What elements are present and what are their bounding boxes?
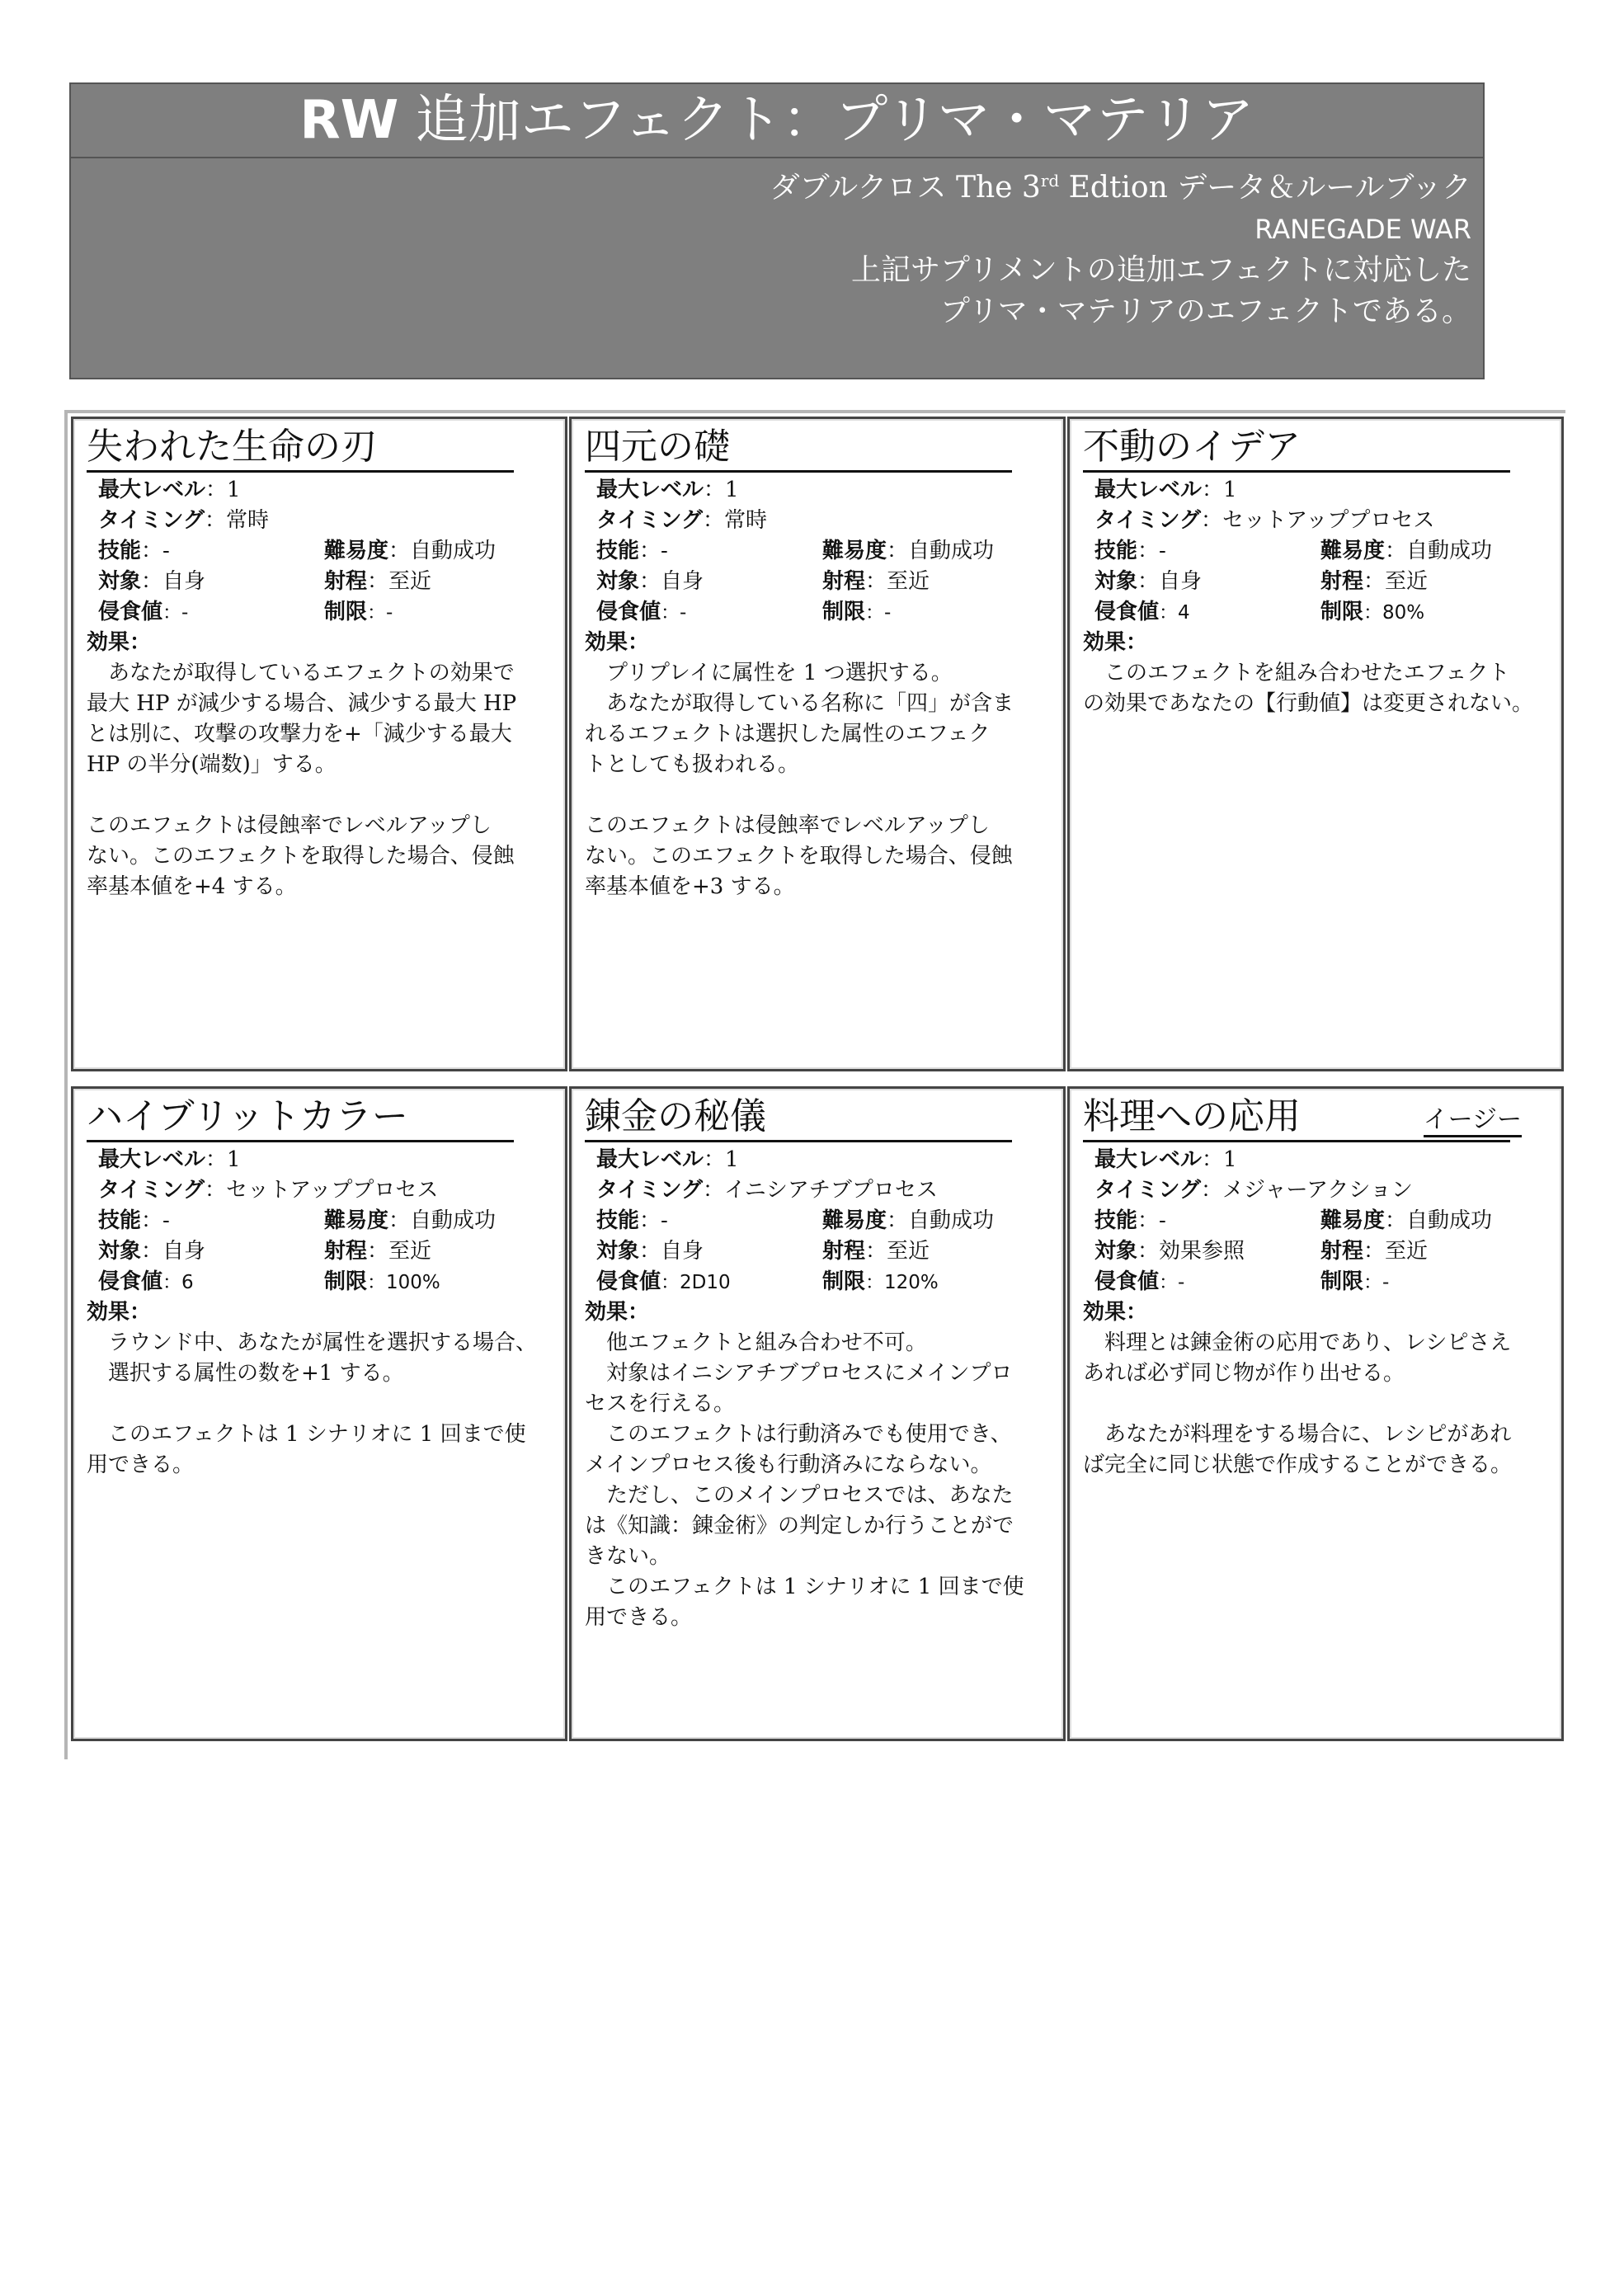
range-value: ：至近: [367, 569, 432, 594]
effect-text: [1083, 658, 1550, 719]
timing-label: タイミング: [596, 508, 703, 533]
stat-row: [1094, 567, 1550, 597]
limit-value: ：-: [865, 602, 892, 624]
stat-row: [98, 1175, 553, 1206]
effect-line: このエフェクトは行動済みでも使用でき、: [585, 1422, 1012, 1447]
difficulty-cell: [822, 1206, 994, 1236]
effect-line: あなたが取得している名称に「四」が含ま: [585, 691, 1014, 716]
limit-label: 制限: [1320, 1269, 1364, 1294]
card-header: [585, 424, 1052, 473]
max-level-value: ：1: [205, 478, 241, 502]
effect-card: [1067, 417, 1564, 1071]
effect-line: プリプレイに属性を 1 つ選択する。: [585, 661, 953, 685]
limit-cell: [822, 597, 891, 629]
limit-label: 制限: [822, 1269, 866, 1294]
stat-row: [98, 1267, 553, 1297]
effect-line: あなたが料理をする場合に、レシピがあれ: [1083, 1422, 1512, 1447]
stat-row: [98, 597, 553, 628]
skill-label: 技能: [596, 539, 640, 563]
effect-line: の効果であなたの【行動値】は変更されない。: [1083, 691, 1534, 716]
effect-label: 効果：: [87, 630, 152, 655]
limit-value: ：120%: [865, 1272, 939, 1293]
limit-label: 制限: [822, 600, 866, 624]
encroach-label: 侵食値: [596, 600, 661, 624]
timing-label: タイミング: [596, 1178, 703, 1203]
skill-value: ：-: [639, 1208, 668, 1233]
encroach-value: ：6: [162, 1272, 194, 1293]
skill-label: 技能: [1094, 539, 1138, 563]
stat-row: [98, 536, 553, 567]
target-value: ：効果参照: [1137, 1239, 1245, 1264]
limit-value: ：-: [1363, 1272, 1390, 1293]
effect-card-grid: [64, 410, 1565, 1759]
effect-line: れるエフェクトは選択した属性のエフェク: [585, 722, 991, 746]
effect-stats: [585, 1145, 1052, 1297]
card-header: [585, 1094, 1052, 1143]
range-label: 射程: [324, 1239, 368, 1264]
effect-text: [87, 658, 553, 902]
limit-cell: [1320, 597, 1424, 629]
encroach-value: ：-: [162, 602, 189, 624]
encroach-label: 侵食値: [1094, 600, 1160, 624]
target-label: 対象: [1094, 1239, 1138, 1264]
skill-value: ：-: [1137, 1208, 1166, 1233]
difficulty-value: ：自動成功: [887, 539, 995, 563]
range-label: 射程: [822, 569, 866, 594]
effect-line: 対象はイニシアチブプロセスにメインプロ: [585, 1361, 1013, 1386]
subtitle-line-1-pre: ダブルクロス The 3: [770, 171, 1041, 205]
effect-line: このエフェクトは侵蝕率でレベルアップし: [585, 813, 990, 838]
stat-row: [98, 1236, 553, 1267]
effect-line: 最大 HP が減少する場合、減少する最大 HP: [87, 691, 517, 716]
range-cell: [324, 1236, 431, 1267]
difficulty-cell: [822, 536, 994, 567]
target-label: 対象: [596, 1239, 640, 1264]
max-level-label: 最大レベル: [596, 1147, 704, 1172]
effect-line: セスを行える。: [585, 1391, 736, 1416]
stat-row: [98, 1145, 553, 1175]
effect-line: このエフェクトは 1 シナリオに 1 回まで使: [585, 1575, 1024, 1599]
effect-label: 効果：: [585, 630, 650, 655]
timing-value: ：常時: [702, 508, 767, 533]
effect-label: 効果：: [1083, 630, 1148, 655]
skill-label: 技能: [98, 1208, 142, 1233]
effect-blank-line: [585, 780, 1052, 811]
effect-name: ハイブリットカラー: [87, 1094, 514, 1142]
effect-line: 用できる。: [585, 1605, 693, 1630]
effect-line: あなたが取得しているエフェクトの効果で: [87, 661, 515, 685]
skill-value: ：-: [141, 539, 170, 563]
max-level-label: 最大レベル: [98, 1147, 206, 1172]
limit-cell: [324, 597, 393, 629]
timing-label: タイミング: [98, 1178, 205, 1203]
encroach-value: ：-: [1159, 1272, 1185, 1293]
effect-line: 選択する属性の数を+1 する。: [87, 1361, 404, 1386]
effect-stats: [87, 1145, 553, 1297]
range-cell: [324, 567, 431, 597]
stat-row: [1094, 1206, 1550, 1236]
max-level-label: 最大レベル: [1094, 478, 1203, 502]
range-value: ：至近: [865, 1239, 930, 1264]
effect-line: ただし、このメインプロセスでは、あなた: [585, 1483, 1014, 1508]
difficulty-label: 難易度: [822, 1208, 887, 1233]
encroach-label: 侵食値: [98, 1269, 163, 1294]
effect-stats: [1083, 1145, 1550, 1297]
timing-value: ：メジャーアクション: [1200, 1178, 1413, 1203]
effect-blank-line: [87, 1389, 553, 1420]
difficulty-cell: [324, 536, 496, 567]
range-cell: [822, 567, 930, 597]
limit-label: 制限: [1320, 600, 1364, 624]
effect-card: [71, 417, 567, 1071]
card-header: [87, 424, 553, 473]
effect-card: [1067, 1086, 1564, 1741]
stat-row: [98, 1206, 553, 1236]
stat-row: [1094, 1175, 1550, 1206]
encroach-label: 侵食値: [596, 1269, 661, 1294]
limit-label: 制限: [324, 600, 368, 624]
stat-row: [1094, 1145, 1550, 1175]
timing-value: ：セットアッププロセス: [204, 1178, 439, 1203]
effect-text: [87, 1328, 553, 1481]
effect-line: このエフェクトを組み合わせたエフェクト: [1083, 661, 1510, 685]
range-label: 射程: [324, 569, 368, 594]
title-rw: RW: [299, 90, 399, 151]
target-value: ：自身: [141, 569, 206, 594]
encroach-value: ：4: [1159, 602, 1190, 624]
difficulty-cell: [1320, 536, 1492, 567]
range-value: ：至近: [367, 1239, 432, 1264]
effect-line: メインプロセス後も行動済みにならない。: [585, 1453, 992, 1477]
difficulty-label: 難易度: [324, 1208, 389, 1233]
header-subtitle: [770, 160, 1471, 332]
effect-line: トとしても扱われる。: [585, 752, 800, 777]
difficulty-label: 難易度: [324, 539, 389, 563]
stat-row: [1094, 536, 1550, 567]
stat-row: [1094, 475, 1550, 506]
max-level-value: ：1: [704, 1147, 739, 1172]
subtitle-line-2: RANEGADE WAR: [1254, 214, 1471, 245]
limit-label: 制限: [324, 1269, 368, 1294]
encroach-value: ：2D10: [661, 1272, 731, 1293]
effect-text: [585, 658, 1052, 902]
effect-line: ラウンド中、あなたが属性を選択する場合、: [87, 1330, 538, 1355]
timing-value: ：イニシアチブプロセス: [702, 1178, 938, 1203]
effect-line: きない。: [585, 1544, 671, 1569]
difficulty-label: 難易度: [822, 539, 887, 563]
encroach-value: ：-: [661, 602, 687, 624]
effect-text: [1083, 1328, 1550, 1481]
encroach-label: 侵食値: [98, 600, 163, 624]
limit-value: ：100%: [367, 1272, 440, 1293]
limit-cell: [822, 1267, 939, 1298]
difficulty-value: ：自動成功: [887, 1208, 995, 1233]
stat-row: [1094, 1267, 1550, 1297]
stat-row: [596, 536, 1052, 567]
difficulty-label: 難易度: [1320, 1208, 1386, 1233]
effect-tag: イージー: [1424, 1105, 1522, 1137]
stat-row: [1094, 597, 1550, 628]
effect-line: ば完全に同じ状態で作成することができる。: [1083, 1453, 1513, 1477]
skill-label: 技能: [1094, 1208, 1138, 1233]
stat-row: [596, 506, 1052, 536]
skill-label: 技能: [596, 1208, 640, 1233]
stat-row: [596, 1236, 1052, 1267]
target-label: 対象: [98, 569, 142, 594]
target-value: ：自身: [639, 569, 704, 594]
max-level-label: 最大レベル: [596, 478, 704, 502]
stat-row: [596, 1145, 1052, 1175]
effect-name: 不動のイデア: [1083, 424, 1510, 473]
difficulty-value: ：自動成功: [1385, 539, 1493, 563]
timing-value: ：セットアッププロセス: [1200, 508, 1435, 533]
stat-row: [98, 567, 553, 597]
limit-value: ：-: [367, 602, 393, 624]
max-level-value: ：1: [704, 478, 739, 502]
effect-line: このエフェクトは侵蝕率でレベルアップし: [87, 813, 492, 838]
stat-row: [596, 1267, 1052, 1297]
subtitle-line-1-post: Edtion データ＆ルールブック: [1059, 171, 1471, 205]
effect-line: ない。このエフェクトを取得した場合、侵蝕: [87, 844, 515, 869]
difficulty-label: 難易度: [1320, 539, 1386, 563]
limit-cell: [324, 1267, 440, 1298]
skill-label: 技能: [98, 539, 142, 563]
max-level-label: 最大レベル: [1094, 1147, 1203, 1172]
effect-label: 効果：: [1083, 1300, 1148, 1325]
card-header: [1083, 424, 1550, 473]
skill-value: ：-: [639, 539, 668, 563]
effect-blank-line: [87, 780, 553, 811]
skill-value: ：-: [141, 1208, 170, 1233]
difficulty-cell: [1320, 1206, 1492, 1236]
limit-value: ：80%: [1363, 602, 1425, 624]
effect-line: ない。このエフェクトを取得した場合、侵蝕: [585, 844, 1013, 869]
target-label: 対象: [98, 1239, 142, 1264]
target-value: ：自身: [639, 1239, 704, 1264]
range-value: ：至近: [1363, 569, 1429, 594]
effect-line: 他エフェクトと組み合わせ不可。: [585, 1330, 927, 1355]
range-label: 射程: [1320, 569, 1364, 594]
range-label: 射程: [1320, 1239, 1364, 1264]
effect-label: 効果：: [87, 1300, 152, 1325]
effect-stats: [585, 475, 1052, 628]
range-cell: [822, 1236, 930, 1267]
max-level-value: ：1: [205, 1147, 241, 1172]
max-level-value: ：1: [1202, 1147, 1237, 1172]
stat-row: [98, 506, 553, 536]
stat-row: [1094, 1236, 1550, 1267]
effect-card: [569, 417, 1066, 1071]
effect-card: [71, 1086, 567, 1741]
card-header: [1083, 1094, 1550, 1143]
effect-stats: [1083, 475, 1550, 628]
target-value: ：自身: [141, 1239, 206, 1264]
effect-name: 四元の礎: [585, 424, 1012, 473]
max-level-value: ：1: [1202, 478, 1237, 502]
subtitle-line-1: [770, 160, 1471, 209]
skill-value: ：-: [1137, 539, 1166, 563]
effect-line: 率基本値を+3 する。: [585, 874, 795, 899]
stat-row: [596, 1175, 1052, 1206]
effect-card: [569, 1086, 1066, 1741]
effect-line: は《知識：錬金術》の判定しか行うことがで: [585, 1514, 1014, 1538]
range-value: ：至近: [1363, 1239, 1429, 1264]
timing-value: ：常時: [204, 508, 269, 533]
effect-line: 料理とは錬金術の応用であり、レシピさえ: [1083, 1330, 1512, 1355]
subtitle-line-4: プリマ・マテリアのエフェクトである。: [939, 294, 1471, 328]
difficulty-cell: [324, 1206, 496, 1236]
effect-line: あれば必ず同じ物が作り出せる。: [1083, 1361, 1405, 1386]
range-cell: [1320, 567, 1428, 597]
stat-row: [596, 475, 1052, 506]
timing-label: タイミング: [1094, 1178, 1201, 1203]
encroach-label: 侵食値: [1094, 1269, 1160, 1294]
target-label: 対象: [1094, 569, 1138, 594]
effect-name: 料理への応用: [1083, 1094, 1510, 1142]
effect-line: 用できる。: [87, 1453, 195, 1477]
effect-line: とは別に、攻撃の攻撃力を+「減少する最大: [87, 722, 512, 746]
effect-blank-line: [1083, 1389, 1550, 1420]
difficulty-value: ：自動成功: [388, 1208, 497, 1233]
stat-row: [596, 597, 1052, 628]
range-label: 射程: [822, 1239, 866, 1264]
effect-name: 失われた生命の刃: [87, 424, 514, 473]
effect-text: [585, 1328, 1052, 1633]
stat-row: [596, 567, 1052, 597]
stat-row: [98, 475, 553, 506]
title-text: 追加エフェクト：プリマ・マテリア: [398, 90, 1254, 151]
stat-row: [1094, 506, 1550, 536]
effect-line: HP の半分(端数)」する。: [87, 752, 337, 777]
effect-line: 率基本値を+4 する。: [87, 874, 297, 899]
effect-label: 効果：: [585, 1300, 650, 1325]
timing-label: タイミング: [98, 508, 205, 533]
timing-label: タイミング: [1094, 508, 1201, 533]
target-value: ：自身: [1137, 569, 1203, 594]
card-header: [87, 1094, 553, 1143]
difficulty-value: ：自動成功: [1385, 1208, 1493, 1233]
difficulty-value: ：自動成功: [388, 539, 497, 563]
subtitle-line-1-sup: rd: [1040, 171, 1060, 191]
max-level-label: 最大レベル: [98, 478, 206, 502]
limit-cell: [1320, 1267, 1389, 1298]
effect-name: 錬金の秘儀: [585, 1094, 1012, 1142]
effect-line: このエフェクトは 1 シナリオに 1 回まで使: [87, 1422, 526, 1447]
header-banner: [69, 82, 1485, 379]
subtitle-line-3: 上記サプリメントの追加エフェクトに対応した: [850, 253, 1471, 287]
stat-row: [596, 1206, 1052, 1236]
range-value: ：至近: [865, 569, 930, 594]
target-label: 対象: [596, 569, 640, 594]
page-title: [71, 84, 1483, 158]
range-cell: [1320, 1236, 1428, 1267]
effect-stats: [87, 475, 553, 628]
